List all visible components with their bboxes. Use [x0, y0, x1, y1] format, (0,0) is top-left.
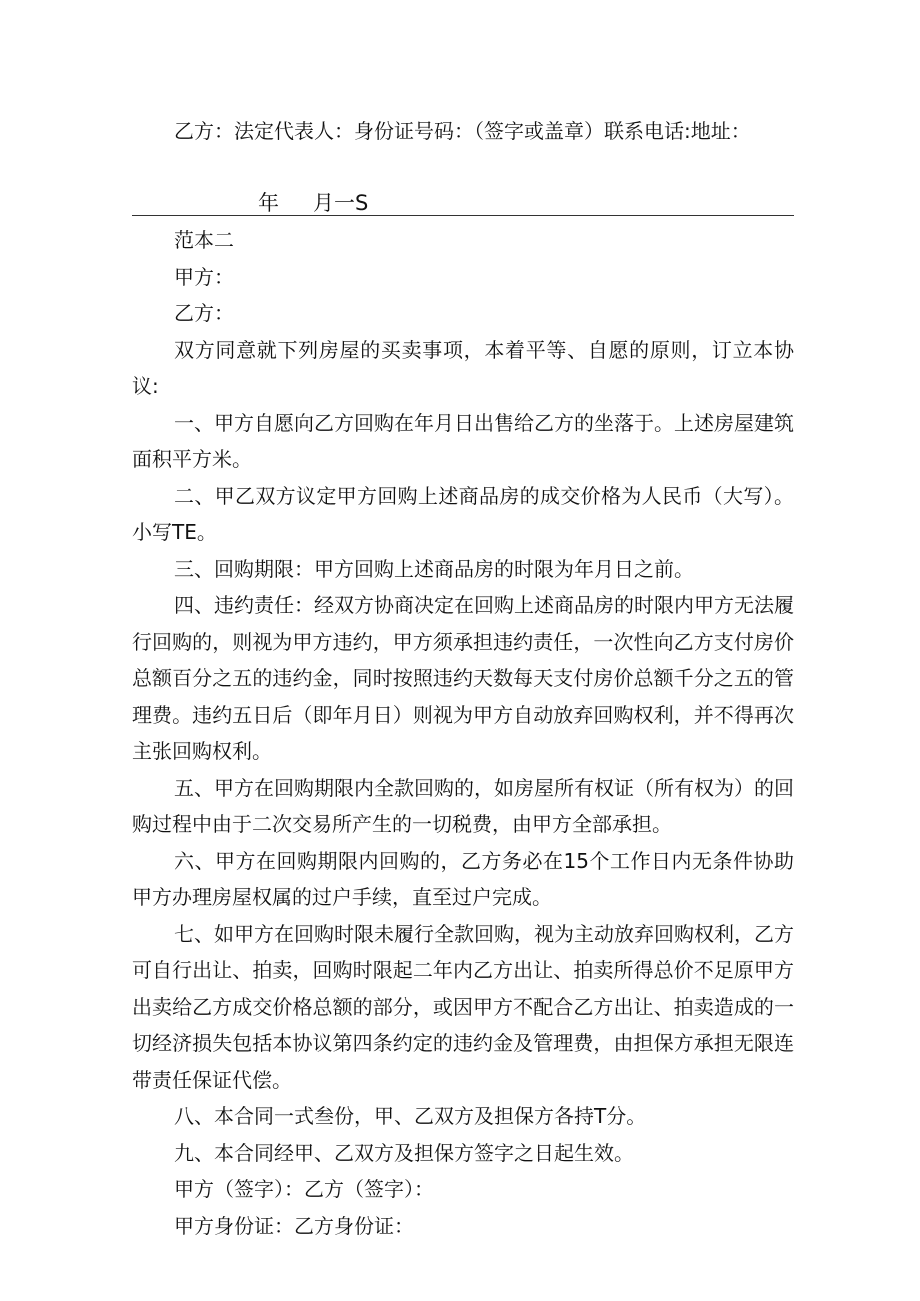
party-a-label: 甲方：: [174, 264, 234, 289]
preamble: 双方同意就下列房屋的买卖事项，本着平等、自愿的原则，订立本协议:: [132, 337, 794, 398]
id-line: 甲方身份证：乙方身份证：: [174, 1213, 414, 1238]
clause-5: 五、甲方在回购期限内全款回购的，如房屋所有权证（所有权为）的回购过程中由于二次交易所产生的一切税费，由甲方全部承担。: [132, 775, 794, 836]
clause-7: 七、如甲方在回购时限未履行全款回购，视为主动放弃回购权利，乙方可自行出让、拍卖，回购时限起二年内乙方出让、拍卖所得总价不足原甲方出卖给乙方成交价格总额的部分，或因甲方不配合乙方出让、拍卖造成的一切经济损失包括本协议第四条约定的违约金及管理费，由担保方承担无限连带责任保证代偿。: [132, 921, 794, 1092]
signature-date-line: [258, 188, 368, 218]
date-month: 月一S: [313, 191, 369, 215]
contract-body: [132, 222, 794, 1244]
clause-1: 一、甲方自愿向乙方回购在年月日出售给乙方的坐落于。上述房屋建筑面积平方米。: [132, 410, 794, 471]
section-divider: [132, 215, 794, 216]
sample-title: 范本二: [174, 228, 234, 252]
clause-3: 三、回购期限：甲方回购上述商品房的时限为年月日之前。: [174, 556, 694, 581]
party-b-label: 乙方：: [174, 301, 234, 325]
previous-signature-party-line: 乙方：法定代表人：身份证号码：（签字或盖章）联系电话:地址：: [174, 119, 751, 143]
clause-9: 九、本合同经甲、乙双方及担保方签字之日起生效。: [174, 1140, 634, 1165]
clause-8: 八、本合同一式叁份，甲、乙双方及担保方各持T分。: [174, 1104, 647, 1128]
signature-line: 甲方（签字）：乙方（签字）：: [174, 1177, 434, 1201]
date-year: 年: [258, 191, 279, 215]
clause-6: 六、甲方在回购期限内回购的，乙方务必在15个工作日内无条件协助甲方办理房屋权属的过户手续，直至过户完成。: [132, 848, 794, 909]
clause-2: 二、甲乙双方议定甲方回购上述商品房的成交价格为人民币（大写）。小写TE。: [132, 483, 794, 544]
clause-4: 四、违约责任：经双方协商决定在回购上述商品房的时限内甲方无法履行回购的，则视为甲方违约，甲方须承担违约责任，一次性向乙方支付房价总额百分之五的违约金，同时按照违约天数每天支付房价总额千分之五的管理费。违约五日后（即年月日）则视为甲方自动放弃回购权利，并不得再次主张回购权利。: [132, 593, 794, 763]
